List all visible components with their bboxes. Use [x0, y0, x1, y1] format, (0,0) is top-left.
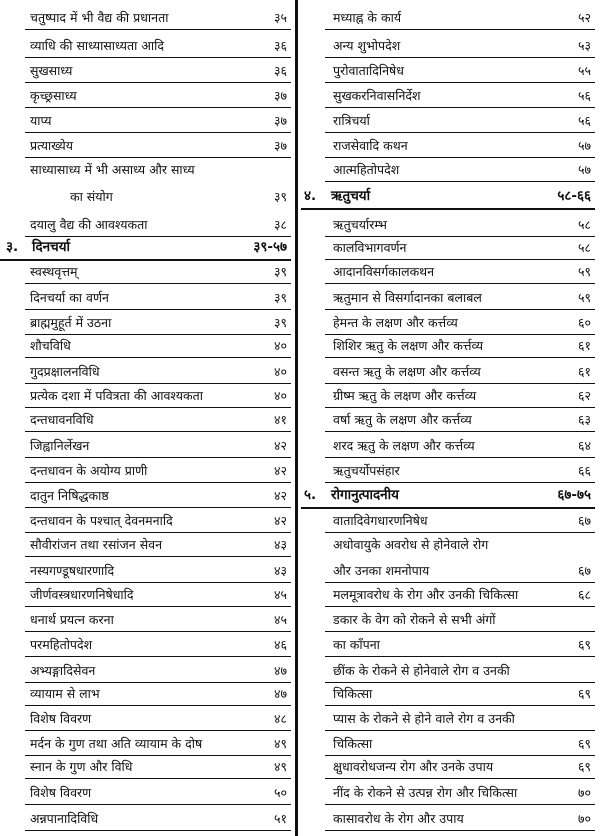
entry-underline: [325, 357, 595, 358]
entry-title: आत्महितोपदेश: [333, 162, 400, 177]
entry-title-first-line: अधोवायुके अवरोध से होनेवाले रोग: [333, 537, 489, 552]
entry-page-number: ५६: [577, 113, 591, 128]
entry-page-number: ६६: [577, 463, 591, 478]
entry-page-number: ६२: [577, 388, 591, 403]
entry-underline: [325, 830, 595, 831]
entry-underline: [25, 29, 291, 30]
entry-title-continuation: चिकित्सा: [333, 736, 373, 751]
entry-title: स्नान के गुण और विधि: [30, 759, 133, 774]
entry-page-number: ५१: [273, 811, 287, 826]
column-divider: [295, 0, 298, 836]
entry-title: हेमन्त के लक्षण और कर्त्तव्य: [333, 315, 458, 330]
entry-title: शरद ऋतु के लक्षण और कर्त्तव्य: [333, 438, 475, 453]
entry-underline: [325, 606, 595, 607]
entry-underline: [25, 334, 291, 335]
entry-title: मर्दन के गुण तथा अति व्यायाम के दोष: [30, 736, 203, 751]
entry-title-continuation: का काँपना: [333, 637, 380, 652]
entry-page-number: ३८: [273, 217, 287, 232]
entry-title-continuation: और उनका शमनोपाय: [333, 563, 430, 578]
entry-page-number: ६४: [577, 438, 591, 453]
entry-underline: [25, 236, 291, 237]
entry-underline: [325, 107, 595, 108]
entry-title: प्रत्याख्येय: [30, 138, 74, 153]
entry-underline: [25, 383, 291, 384]
entry-underline: [325, 682, 595, 683]
entry-title: स्वस्थवृत्तम्: [30, 264, 78, 279]
entry-underline: [25, 582, 291, 583]
entry-page-number: ५०: [273, 785, 287, 800]
entry-title: विशेष विवरण: [30, 711, 92, 726]
entry-title: दन्तधावनविधि: [30, 412, 94, 427]
entry-page-number: ३७: [273, 88, 287, 103]
entry-underline: [325, 656, 595, 657]
section-number: ४.: [304, 188, 317, 204]
entry-title: गुदप्रक्षालनविधि: [30, 364, 100, 379]
entry-underline: [25, 830, 291, 831]
entry-page-number: ४२: [273, 438, 287, 453]
entry-page-number: ६७: [577, 563, 591, 578]
entry-page-number: ४५: [273, 612, 287, 627]
entry-underline: [25, 157, 291, 158]
entry-underline: [325, 334, 595, 335]
entry-title-first-line: साध्यासाध्य में भी असाध्य और साध्य: [30, 162, 195, 177]
entry-underline: [325, 57, 595, 58]
entry-underline: [325, 181, 595, 182]
entry-underline: [325, 778, 595, 779]
entry-underline: [325, 457, 595, 458]
entry-title-first-line: छींक के रोकने से होनेवाले रोग व उनकी: [333, 663, 510, 678]
entry-page-number: ६०: [577, 315, 591, 330]
entry-underline: [25, 804, 291, 805]
entry-page-number: ३९: [273, 290, 287, 305]
entry-page-number: ५७: [577, 138, 591, 153]
entry-page-number: ६७: [577, 513, 591, 528]
entry-page-number: ४५: [273, 587, 287, 602]
entry-page-number: ३९: [273, 315, 287, 330]
entry-title: सुखसाध्य: [30, 63, 73, 78]
entry-page-number: ३७: [273, 138, 287, 153]
entry-title: अन्नपानादिविधि: [30, 811, 99, 826]
entry-underline: [325, 755, 595, 756]
entry-underline: [25, 482, 291, 483]
section-title: रोगानुत्पादनीय: [331, 487, 399, 503]
entry-title: वातादिवेगधारणनिषेध: [333, 513, 428, 528]
entry-page-number: ४२: [273, 513, 287, 528]
entry-title: दयालु वैद्य की आवश्यकता: [30, 217, 148, 232]
entry-underline: [301, 507, 595, 509]
entry-underline: [325, 730, 595, 731]
entry-page-number: ६३: [577, 412, 591, 427]
entry-underline: [25, 606, 291, 607]
entry-title: नस्यगण्डूषधारणादि: [30, 563, 115, 578]
entry-page-number: ७०: [577, 811, 591, 826]
entry-page-number: ४०: [273, 364, 287, 379]
entry-page-number: ७०: [577, 785, 591, 800]
entry-title: सुखकरनिवासनिर्देश: [333, 88, 421, 103]
entry-title: पुरोवातादिनिषेध: [333, 63, 404, 78]
entry-title: ग्रीष्म ऋतु के लक्षण और कर्त्तव्य: [333, 388, 477, 403]
entry-underline: [25, 730, 291, 731]
entry-title: वर्षा ऋतु के लक्षण और कर्त्तव्य: [333, 412, 472, 427]
entry-title: अभ्यङ्गादिसेवन: [30, 663, 96, 678]
entry-underline: [325, 804, 595, 805]
entry-title: सौवीरांजन तथा रसांजन सेवन: [30, 537, 163, 552]
entry-title-first-line: डकार के वेग को रोकने से सभी अंगों: [333, 612, 496, 627]
entry-page-number: ४२: [273, 463, 287, 478]
entry-page-number: ६९: [577, 736, 591, 751]
entry-page-number: ४७: [273, 663, 287, 678]
entry-underline: [325, 383, 595, 384]
entry-title: ऋतुचर्यारम्भ: [333, 217, 387, 232]
entry-title: कासावरोध के रोग और उपाय: [333, 811, 464, 826]
entry-underline: [325, 132, 595, 133]
entry-page-number: ६१: [577, 364, 591, 379]
section-page-range: ३९-५७: [253, 239, 287, 255]
entry-title: दन्तधावन के अयोग्य प्राणी: [30, 463, 148, 478]
entry-page-number: ६१: [577, 338, 591, 353]
entry-page-number: ३६: [273, 63, 287, 78]
entry-title: व्याधि की साध्यासाध्यता आदि: [30, 38, 164, 53]
entry-underline: [25, 283, 291, 284]
entry-title: आदानविसर्गकालकथन: [333, 264, 435, 279]
entry-underline: [25, 107, 291, 108]
entry-page-number: ४६: [273, 637, 287, 652]
entry-underline: [325, 407, 595, 408]
entry-underline: [25, 407, 291, 408]
entry-page-number: ५८: [577, 217, 591, 232]
entry-underline: [25, 755, 291, 756]
entry-underline: [325, 532, 595, 533]
entry-title: शौचविधि: [30, 338, 71, 353]
entry-title: कृच्छ्रसाध्य: [30, 88, 77, 103]
entry-page-number: ५५: [577, 63, 591, 78]
entry-page-number: ४९: [273, 736, 287, 751]
entry-page-number: ६९: [577, 686, 591, 701]
entry-underline: [325, 236, 595, 237]
entry-title: धनार्थ प्रयत्न करना: [30, 612, 114, 627]
entry-title: परमहितोपदेश: [30, 637, 93, 652]
entry-page-number: ५७: [577, 162, 591, 177]
entry-page-number: ५९: [577, 290, 591, 305]
entry-title-continuation: का संयोग: [70, 189, 113, 204]
entry-page-number: ३७: [273, 113, 287, 128]
entry-page-number: ३६: [273, 38, 287, 53]
entry-title: मध्याह्न के कार्य: [333, 10, 402, 25]
entry-title: ब्राह्ममुहूर्त में उठना: [30, 315, 112, 330]
entry-underline: [25, 656, 291, 657]
entry-underline: [325, 82, 595, 83]
entry-underline: [325, 283, 595, 284]
entry-underline: [25, 507, 291, 508]
entry-title: जीर्णवस्त्रधारणनिषेधादि: [30, 587, 134, 602]
entry-page-number: ४९: [273, 759, 287, 774]
entry-page-number: ५३: [577, 38, 591, 53]
entry-underline: [325, 582, 595, 583]
section-page-range: ६७-७५: [557, 487, 591, 503]
entry-title: अन्य शुभोपदेश: [333, 38, 401, 53]
entry-page-number: ६९: [577, 759, 591, 774]
entry-page-number: ६९: [577, 637, 591, 652]
entry-title: ऋतुमान से विसर्गादानका बलाबल: [333, 290, 482, 305]
entry-underline: [25, 431, 291, 432]
entry-title-continuation: चिकित्सा: [333, 686, 373, 701]
entry-underline: [301, 208, 595, 210]
entry-page-number: ४०: [273, 388, 287, 403]
entry-title: मलमूत्रावरोध के रोग और उनकी चिकित्सा: [333, 587, 519, 602]
entry-title: रात्रिचर्या: [333, 113, 370, 128]
entry-underline: [25, 631, 291, 632]
entry-page-number: ४२: [273, 488, 287, 503]
entry-underline: [25, 132, 291, 133]
entry-page-number: ४७: [273, 686, 287, 701]
entry-page-number: ५८: [577, 240, 591, 255]
entry-title: शिशिर ऋतु के लक्षण और कर्त्तव्य: [333, 338, 483, 353]
entry-title: प्रत्येक दशा में पवित्रता की आवश्यकता: [30, 388, 203, 403]
entry-page-number: ३९: [273, 189, 287, 204]
entry-title: वसन्त ऋतु के लक्षण और कर्त्तव्य: [333, 364, 481, 379]
entry-underline: [25, 309, 291, 310]
entry-title: जिह्वानिर्लेखन: [30, 438, 90, 453]
entry-title: विशेष विवरण: [30, 785, 92, 800]
entry-page-number: ४३: [273, 563, 287, 578]
entry-underline: [25, 556, 291, 557]
entry-underline: [325, 29, 595, 30]
entry-underline: [0, 259, 291, 261]
entry-page-number: ४३: [273, 537, 287, 552]
entry-title: दन्तधावन के पश्चात् देवनमनादि: [30, 513, 173, 528]
entry-underline: [25, 778, 291, 779]
entry-page-number: ३५: [273, 10, 287, 25]
entry-underline: [25, 57, 291, 58]
entry-underline: [25, 682, 291, 683]
entry-title: क्षुधावरोधजन्य रोग और उनके उपाय: [333, 759, 494, 774]
entry-title-first-line: प्यास के रोकने से होने वाले रोग व उनकी: [333, 711, 515, 726]
entry-title: नींद के रोकने से उत्पन्न रोग और चिकित्सा: [333, 785, 518, 800]
entry-title: दिनचर्या का वर्णन: [30, 290, 109, 305]
section-number: ३.: [6, 239, 19, 255]
entry-underline: [25, 457, 291, 458]
section-page-range: ५८-६६: [557, 188, 591, 204]
entry-page-number: ४१: [273, 412, 287, 427]
section-title: दिनचर्या: [32, 239, 71, 255]
entry-underline: [25, 532, 291, 533]
entry-title: याप्य: [30, 113, 52, 128]
entry-underline: [325, 157, 595, 158]
entry-title: दातुन निषिद्धकाष्ठ: [30, 488, 109, 503]
entry-page-number: ४०: [273, 338, 287, 353]
entry-underline: [325, 259, 595, 260]
entry-underline: [25, 357, 291, 358]
entry-page-number: ५६: [577, 88, 591, 103]
entry-underline: [325, 705, 595, 706]
entry-underline: [325, 631, 595, 632]
entry-title: ऋतुचर्योपसंहार: [333, 463, 400, 478]
entry-page-number: ६८: [577, 587, 591, 602]
entry-underline: [325, 309, 595, 310]
entry-title: व्यायाम से लाभ: [30, 686, 100, 701]
entry-title: चतुष्पाद में भी वैद्य की प्रधानता: [30, 10, 169, 25]
entry-underline: [325, 482, 595, 483]
entry-page-number: ३९: [273, 264, 287, 279]
entry-underline: [25, 705, 291, 706]
section-title: ऋतुचर्या: [331, 188, 371, 204]
section-number: ५.: [304, 487, 317, 503]
entry-underline: [325, 431, 595, 432]
entry-page-number: ४८: [273, 711, 287, 726]
entry-page-number: ५२: [577, 10, 591, 25]
entry-title: कालविभागवर्णन: [333, 240, 407, 255]
entry-page-number: ५९: [577, 264, 591, 279]
entry-underline: [25, 82, 291, 83]
entry-title: राजसेवादि कथन: [333, 138, 408, 153]
